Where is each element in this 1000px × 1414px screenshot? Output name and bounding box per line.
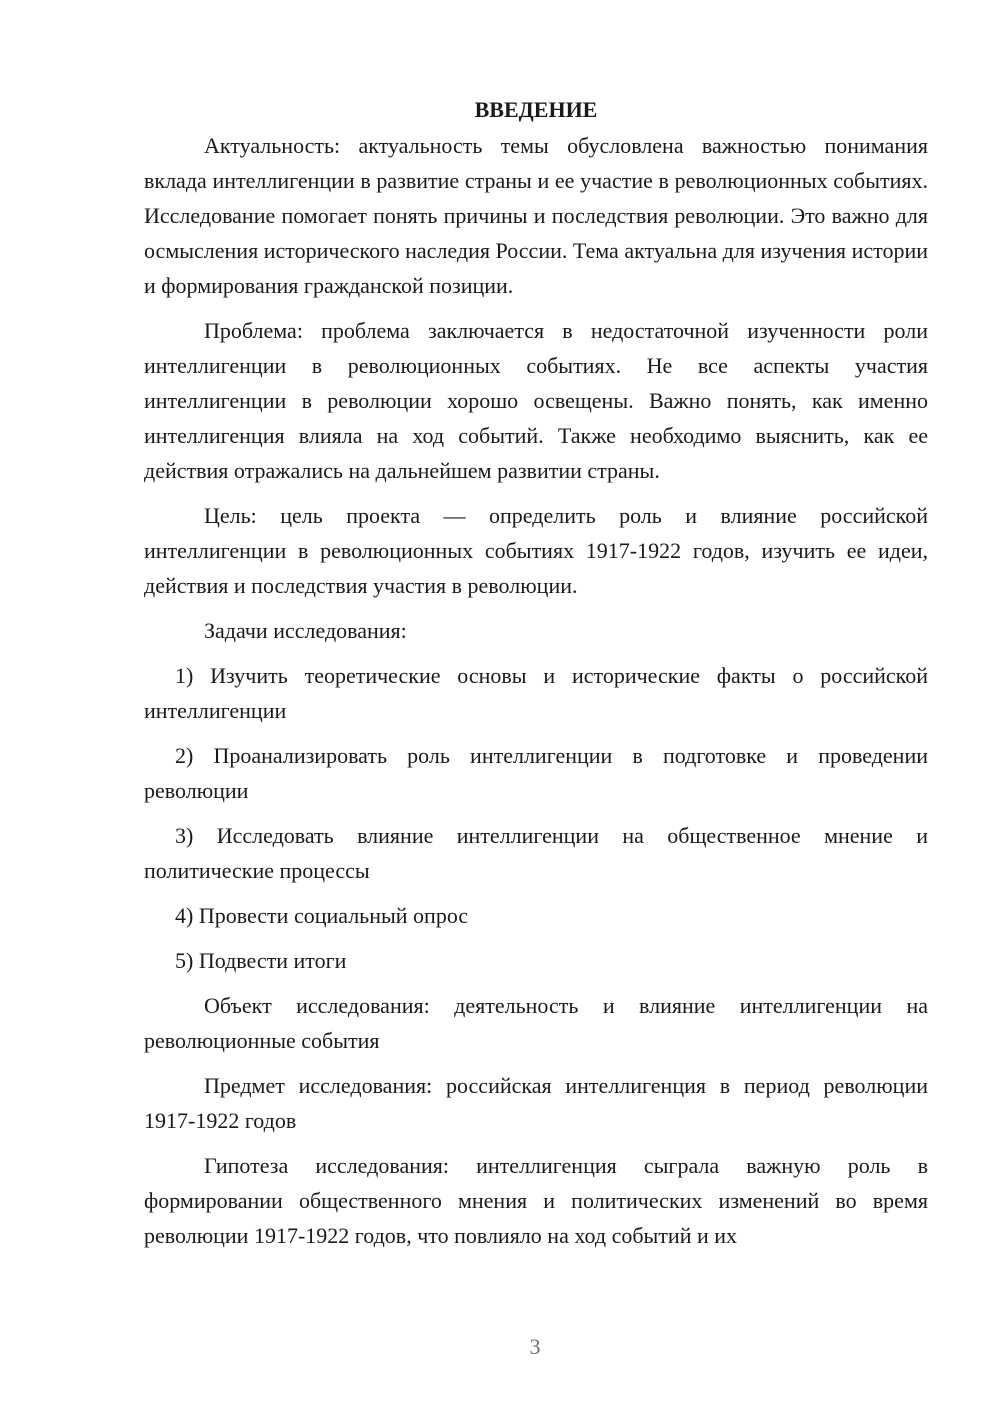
paragraph-hypothesis: Гипотеза исследования: интеллигенция сыграла важную роль в формировании общественного мнения и политических изменений во время революции 1917-1922 годов, что повлияло на ход событий и их: [144, 1153, 928, 1248]
paragraph-problem: Проблема: проблема заключается в недостаточной изученности роли интеллигенции в революционных событиях. Не все аспекты участия интеллигенции в революции хорошо освещены. Важно понять, как именно интеллигенция влияла на ход событий. Также необходимо выяснить, как ее действия отражались на дальнейшем развитии страны.: [144, 318, 928, 483]
task-item-5: 5) Подвести итоги: [175, 948, 347, 973]
paragraph-relevance: Актуальность: актуальность темы обусловлена важностью понимания вклада интеллигенции в развитие страны и ее участие в революционных событиях. Исследование помогает понять причины и последствия революции. Это важно для осмысления исторического наследия России. Тема актуальна для изучения истории и формирования гражданской позиции.: [144, 133, 928, 298]
section-title: ВВЕДЕНИЕ: [474, 97, 598, 122]
paragraph-subject: Предмет исследования: российская интеллигенция в период революции 1917-1922 годов: [144, 1073, 928, 1133]
paragraph-goal: Цель: цель проекта — определить роль и влияние российской интеллигенции в революционных событиях 1917-1922 годов, изучить ее идеи, действия и последствия участия в революции.: [144, 503, 928, 598]
task-item-3: 3) Исследовать влияние интеллигенции на общественное мнение и политические процессы: [144, 823, 928, 883]
page-number: 3: [529, 1334, 541, 1359]
task-item-4: 4) Провести социальный опрос: [175, 903, 469, 928]
page-content: [144, 92, 928, 1263]
task-item-1: 1) Изучить теоретические основы и исторические факты о российской интеллигенции: [144, 663, 928, 723]
tasks-heading: Задачи исследования:: [204, 618, 407, 643]
paragraph-object: Объект исследования: деятельность и влияние интеллигенции на революционные события: [144, 993, 928, 1053]
task-item-2: 2) Проанализировать роль интеллигенции в подготовке и проведении революции: [144, 743, 928, 803]
